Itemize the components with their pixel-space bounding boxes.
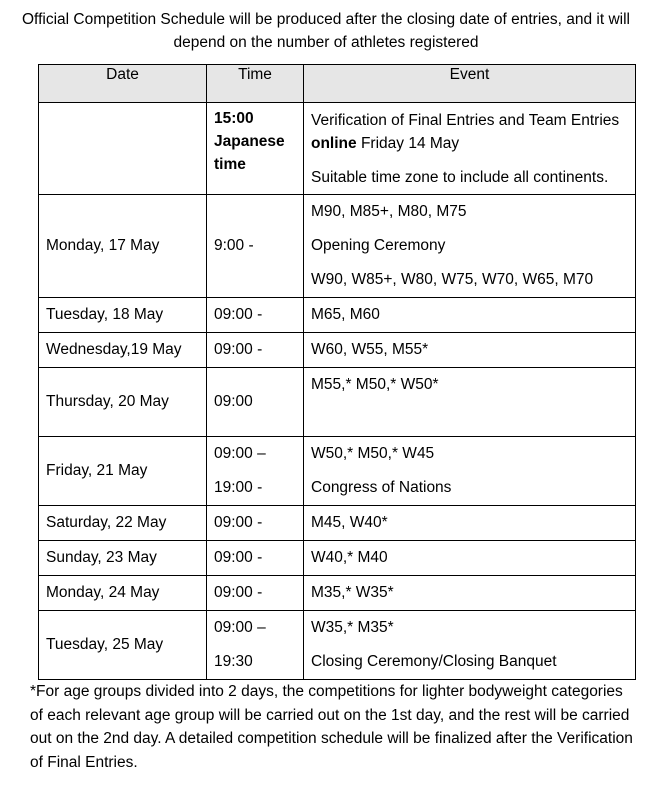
header-date: Date xyxy=(39,65,207,103)
event-cell xyxy=(304,195,636,298)
header-time: Time xyxy=(207,65,304,103)
time-cell: 9:00 - xyxy=(207,195,304,298)
time-cell: 09:00 - xyxy=(207,333,304,368)
event-cell xyxy=(304,437,636,506)
date-cell: Monday, 17 May xyxy=(39,195,207,298)
event-date: Friday 14 May xyxy=(356,134,460,152)
schedule-table xyxy=(38,64,636,680)
date-cell: Monday, 24 May xyxy=(39,576,207,611)
date-cell: Wednesday,19 May xyxy=(39,333,207,368)
time-cell: 09:00 - xyxy=(207,541,304,576)
table-row xyxy=(39,368,636,437)
event-cell: M35,* W35* xyxy=(304,576,636,611)
event-line: W90, W85+, W80, W75, W70, W65, M70 xyxy=(311,271,594,288)
time-line: 19:30 xyxy=(214,653,253,670)
header-row xyxy=(39,65,636,103)
table-row xyxy=(39,506,636,541)
footnote: *For age groups divided into 2 days, the competitions for lighter bodyweight categories of each relevant age group will be carried out on the 1st day, and the rest will be carried out on the 2nd day. A detailed competition schedule will be finalized after the Verification of Final Entries. xyxy=(30,683,633,771)
table-row xyxy=(39,333,636,368)
intro-line-2: depend on the number of athletes registered xyxy=(173,34,479,51)
event-cell: W40,* M40 xyxy=(304,541,636,576)
time-cell: 09:00 - xyxy=(207,506,304,541)
time-cell: 09:00 xyxy=(207,368,304,437)
time-cell xyxy=(207,437,304,506)
event-line: W35,* M35* xyxy=(311,619,394,636)
event-line: M55,* M50,* W50* xyxy=(311,376,439,393)
event-cell: W60, W55, M55* xyxy=(304,333,636,368)
intro-text xyxy=(6,8,646,54)
table-row xyxy=(39,103,636,195)
event-cell xyxy=(304,103,636,195)
table-row xyxy=(39,195,636,298)
time-cell xyxy=(207,611,304,680)
time-line: Japanese xyxy=(214,133,285,150)
date-cell: Tuesday, 18 May xyxy=(39,298,207,333)
event-line xyxy=(311,132,628,155)
date-cell xyxy=(39,103,207,195)
time-cell xyxy=(207,103,304,195)
date-cell: Sunday, 23 May xyxy=(39,541,207,576)
event-cell xyxy=(304,611,636,680)
date-cell: Friday, 21 May xyxy=(39,437,207,506)
time-line: time xyxy=(214,156,246,173)
event-line: Closing Ceremony/Closing Banquet xyxy=(311,653,557,670)
event-line: M90, M85+, M80, M75 xyxy=(311,203,467,220)
time-cell: 09:00 - xyxy=(207,576,304,611)
table-row xyxy=(39,611,636,680)
event-line: W50,* M50,* W45 xyxy=(311,445,435,462)
time-line: 09:00 – xyxy=(214,619,266,636)
date-cell: Thursday, 20 May xyxy=(39,368,207,437)
time-cell: 09:00 - xyxy=(207,298,304,333)
date-cell: Tuesday, 25 May xyxy=(39,611,207,680)
table-row xyxy=(39,437,636,506)
event-online-label: online xyxy=(311,134,357,152)
time-line: 15:00 xyxy=(214,110,254,127)
date-cell: Saturday, 22 May xyxy=(39,506,207,541)
table-row xyxy=(39,576,636,611)
event-cell: M65, M60 xyxy=(304,298,636,333)
table-row xyxy=(39,298,636,333)
table-row xyxy=(39,541,636,576)
time-line: 09:00 – xyxy=(214,445,266,462)
event-cell xyxy=(304,368,636,437)
event-cell: M45, W40* xyxy=(304,506,636,541)
event-line: Verification of Final Entries and Team Entries xyxy=(311,111,620,129)
header-event: Event xyxy=(304,65,636,103)
intro-line-1: Official Competition Schedule will be produced after the closing date of entries, and it will xyxy=(22,11,630,28)
time-line: 19:00 - xyxy=(214,479,263,496)
event-line: Congress of Nations xyxy=(311,479,452,496)
event-line: Suitable time zone to include all continents. xyxy=(311,168,609,186)
event-line: Opening Ceremony xyxy=(311,237,446,254)
